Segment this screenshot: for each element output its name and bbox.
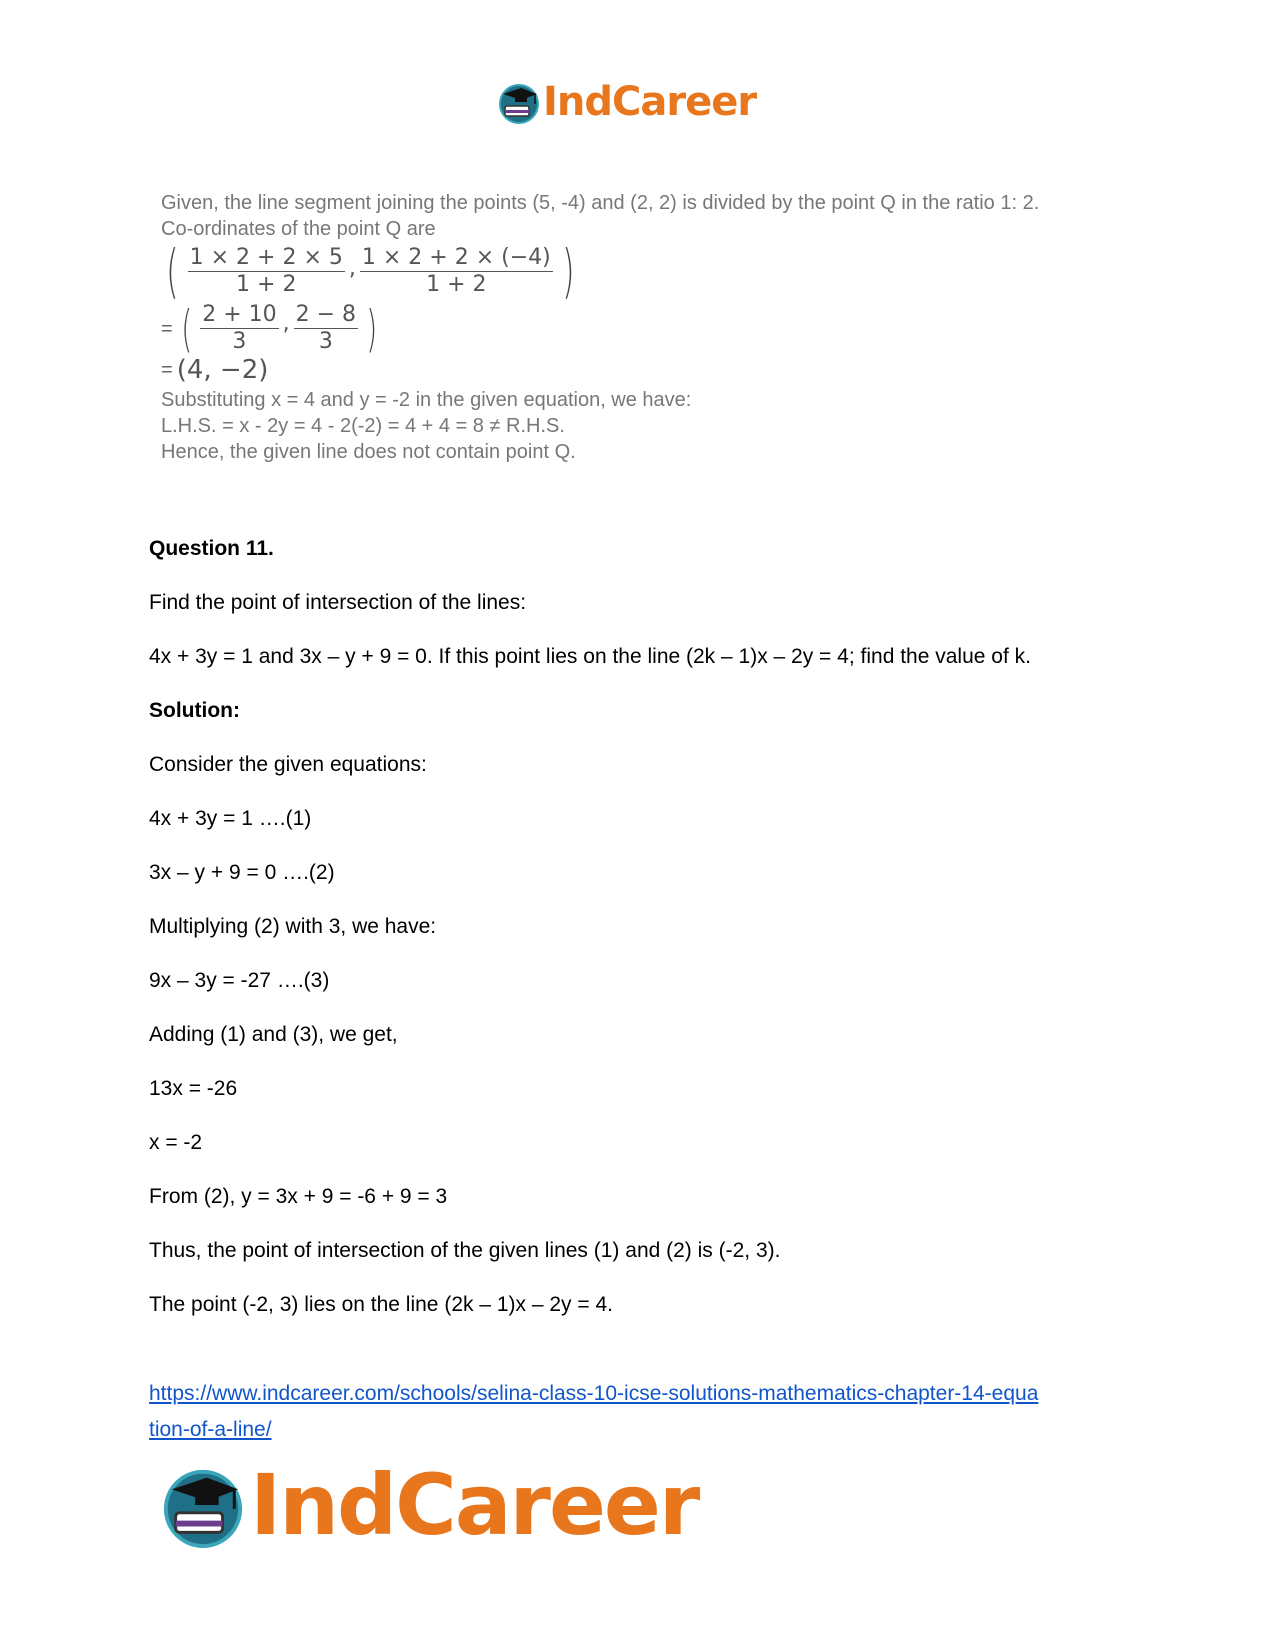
solution-step: The point (-2, 3) lies on the line (2k – 1)x – 2y = 4. (149, 1293, 613, 1316)
coordinates-statement: Co-ordinates of the point Q are (161, 218, 436, 240)
question-text-line2: 4x + 3y = 1 and 3x – y + 9 = 0. If this point lies on the line (2k – 1)x – 2y = 4; find the value of k. (149, 645, 1031, 668)
question-text-line1: Find the point of intersection of the lines: (149, 591, 527, 614)
solution-step: From (2), y = 3x + 9 = -6 + 9 = 3 (149, 1185, 448, 1208)
simplified-y-fraction: $\frac{2 - 8}{3}$ (295, 302, 357, 354)
section-formula-expression: ( $\frac{1 \times 2 + 2 \times 5}{1 + 2}$ , $\frac{1 \times 2 + 2 \times (-4)}{1 + 2}$ ) (166, 237, 575, 305)
source-url-line2: tion-of-a-line/ (149, 1418, 272, 1441)
solution-step: 13x = -26 (149, 1077, 238, 1100)
y-coordinate-fraction: $\frac{1 \times 2 + 2 \times (-4)}{1 + 2}$ (361, 244, 551, 297)
graduation-cap-book-globe-icon (160, 1462, 246, 1548)
brand-name: IndCareer (543, 79, 757, 125)
solution-step: x = -2 (149, 1131, 203, 1154)
brand-name: IndCareer (250, 1456, 699, 1554)
solution-step: Adding (1) and (3), we get, (149, 1023, 398, 1046)
solution-step: 9x – 3y = -27 ….(3) (149, 969, 330, 992)
question-heading: Question 11. (149, 537, 274, 560)
footer-logo (160, 1455, 698, 1555)
x-coordinate-fraction: $\frac{1 \times 2 + 2 \times 5}{1 + 2}$ (189, 244, 343, 297)
source-url-line1: https://www.indcareer.com/schools/selina-class-10-icse-solutions-mathematics-chapter-14-equa (149, 1382, 1039, 1405)
simplified-x-fraction: $\frac{2 + 10}{3}$ (202, 302, 277, 354)
conclusion-statement: Hence, the given line does not contain point Q. (161, 441, 576, 463)
solution-step: 4x + 3y = 1 ….(1) (149, 807, 312, 830)
solution-step: 3x – y + 9 = 0 ….(2) (149, 861, 335, 884)
source-url-link[interactable] (149, 1376, 1149, 1448)
lhs-statement: L.H.S. = x - 2y = 4 - 2(-2) = 4 + 4 = 8 ≠ R.H.S. (161, 415, 565, 437)
header-logo (497, 78, 756, 126)
given-statement: Given, the line segment joining the points (5, -4) and (2, 2) is divided by the point Q in the ratio 1: 2. (161, 192, 1040, 214)
result-coordinates: = (4, −2) (161, 355, 269, 385)
solution-step: Multiplying (2) with 3, we have: (149, 915, 437, 938)
graduation-cap-book-globe-icon (497, 80, 541, 124)
solution-step: Thus, the point of intersection of the given lines (1) and (2) is (-2, 3). (149, 1239, 781, 1262)
simplified-expression: = ( $\frac{2 + 10}{3}$ , $\frac{2 - 8}{3}$ ) (161, 299, 378, 358)
previous-solution-figure (161, 190, 1101, 465)
substituting-statement: Substituting x = 4 and y = -2 in the given equation, we have: (161, 389, 692, 411)
solution-step: Consider the given equations: (149, 753, 427, 776)
solution-heading: Solution: (149, 699, 240, 722)
